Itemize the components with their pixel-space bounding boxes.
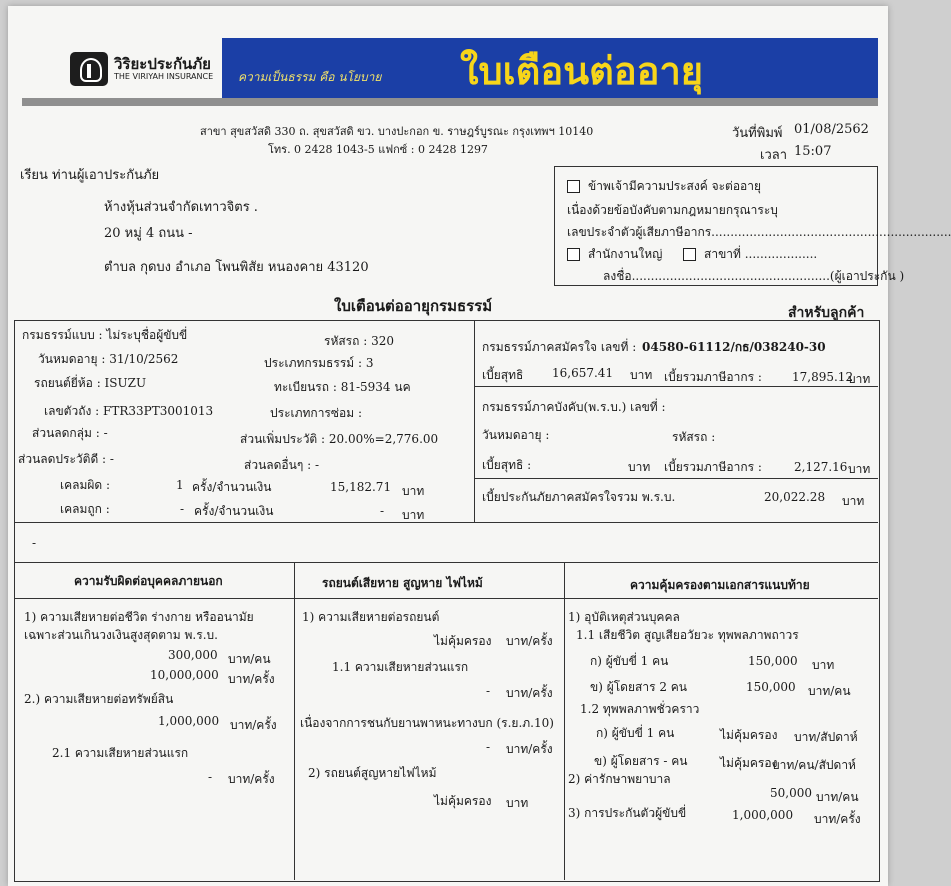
compulsory-number-label: กรมธรรม์ภาคบังคับ(พ.ร.บ.) เลขที่ : <box>482 400 666 414</box>
c3-row-6-value: 1,000,000 <box>732 808 794 822</box>
claim-right-unit: ครั้ง/จำนวนเงิน <box>194 504 274 518</box>
c1-line-4: 2.1 ความเสียหายส่วนแรก <box>52 746 189 760</box>
claim-right-baht: บาท <box>402 508 425 522</box>
col-vehicle-damage-title: รถยนต์เสียหาย สูญหาย ไฟไหม้ <box>322 576 483 590</box>
c2-line-1: 1) ความเสียหายต่อรถยนต์ <box>302 610 440 624</box>
voluntary-net-baht: บาท <box>630 368 653 382</box>
group-discount: ส่วนลดกลุ่ม : - <box>32 426 108 440</box>
c3-row-4-unit: บาท/คน/สัปดาห์ <box>772 758 856 772</box>
c1-line-2: เฉพาะส่วนเกินวงเงินสูงสุดตาม พ.ร.บ. <box>24 628 218 642</box>
compulsory-total-baht: บาท <box>848 462 871 476</box>
c3-row-3-unit: บาท/สัปดาห์ <box>794 730 858 744</box>
c3-row-4-label: ข) ผู้โดยสาร - คน <box>594 754 688 768</box>
head-office-option: สำนักงานใหญ่ <box>567 245 662 264</box>
claim-fault-amount: 15,182.71 <box>330 480 392 494</box>
c1-unit-1: บาท/คน <box>228 652 271 666</box>
divider-remark <box>14 522 878 523</box>
divider-col-2 <box>564 562 565 880</box>
voluntary-policy-number: 04580-61112/กธ/038240-30 <box>642 340 826 354</box>
c2-unit-3: บาท/ครั้ง <box>506 742 553 756</box>
c2-unit-2: บาท/ครั้ง <box>506 686 553 700</box>
c1-line-3: 2.) ความเสียหายต่อทรัพย์สิน <box>24 692 174 706</box>
divider-col-1 <box>294 562 295 880</box>
copy-label: สำหรับลูกค้า <box>788 305 865 321</box>
print-date: 01/08/2562 <box>794 122 869 137</box>
c2-value-2: - <box>486 684 491 698</box>
c2-line-4: 2) รถยนต์สูญหายไฟไหม้ <box>308 766 437 780</box>
c3-row-3-label: ก) ผู้ขับขี่ 1 คน <box>596 726 675 740</box>
policy-class: ประเภทกรมธรรม์ : 3 <box>264 356 374 370</box>
print-date-label: วันที่พิมพ์ <box>732 126 783 141</box>
compulsory-total-premium: 2,127.16 <box>794 460 848 474</box>
c3-row-1-label: ก) ผู้ขับขี่ 1 คน <box>590 654 669 668</box>
chassis-number: เลขตัวถัง : FTR33PT3001013 <box>44 404 214 418</box>
c2-value-1: ไม่คุ้มครอง <box>434 634 492 648</box>
c1-line-1: 1) ความเสียหายต่อชีวิต ร่างกาย หรืออนามัย <box>24 610 254 624</box>
c3-row-3-value: ไม่คุ้มครอง <box>720 728 778 742</box>
section-title: ใบเตือนต่ออายุกรมธรรม์ <box>334 297 493 315</box>
divider-vertical-top <box>474 320 475 522</box>
claim-fault-count: 1 <box>176 478 184 492</box>
c3-row-5-value: 50,000 <box>770 786 812 800</box>
repair-type: ประเภทการซ่อม : <box>270 406 362 420</box>
c2-unit-4: บาท <box>506 796 529 810</box>
col-third-party-title: ความรับผิดต่อบุคคลภายนอก <box>74 574 223 588</box>
c3-row-5-unit: บาท/คน <box>816 790 859 804</box>
history-surcharge: ส่วนเพิ่มประวัติ : 20.00%=2,776.00 <box>240 432 439 446</box>
voluntary-total-label: เบี้ยรวมภาษีอากร : <box>664 370 762 384</box>
c2-value-3: - <box>486 740 491 754</box>
branch-checkbox[interactable] <box>683 248 696 261</box>
branch-phone: โทร. 0 2428 1043-5 แฟกซ์ : 0 2428 1297 <box>268 143 488 156</box>
voluntary-net-label: เบี้ยสุทธิ <box>482 368 524 382</box>
c2-value-4: ไม่คุ้มครอง <box>434 794 492 808</box>
c1-unit-3: บาท/ครั้ง <box>230 718 277 732</box>
recipient-name: ห้างหุ้นส่วนจำกัดเทาวจิตร . <box>104 200 258 215</box>
title-banner <box>222 38 878 102</box>
c3-row-6-unit: บาท/ครั้ง <box>814 812 861 826</box>
c3-row-4-value: ไม่คุ้มครอง <box>720 756 778 770</box>
remark: - <box>32 536 37 550</box>
c3-row-2-label: ข) ผู้โดยสาร 2 คน <box>590 680 688 694</box>
slogan: ความเป็นธรรม คือ นโยบาย <box>238 70 382 84</box>
c3-line-4: 2) ค่ารักษาพยาบาล <box>568 772 671 786</box>
grand-total-label: เบี้ยประกันภัยภาคสมัครใจรวม พ.ร.บ. <box>482 490 676 504</box>
claim-right-count: - <box>180 502 185 516</box>
viriyah-logo-icon <box>70 52 108 86</box>
grand-total-baht: บาท <box>842 494 865 508</box>
voluntary-number-label: กรมธรรม์ภาคสมัครใจ เลขที่ : <box>482 340 637 354</box>
divider-compulsory <box>474 478 878 479</box>
document-title: ใบเตือนต่ออายุ <box>460 49 704 93</box>
branch-address: สาขา สุขสวัสดิ 330 ถ. สุขสวัสดิ ขว. บางปะกอก ข. ราษฎร์บูรณะ กรุงเทพฯ 10140 <box>200 125 594 138</box>
voluntary-total-premium: 17,895.12 <box>792 370 854 384</box>
claim-fault-label: เคลมผิด : <box>60 478 111 492</box>
good-history-discount: ส่วนลดประวัติดี : - <box>18 452 114 466</box>
c1-value-3: 1,000,000 <box>158 714 220 728</box>
consent-line-1: ข้าพเจ้ามีความประสงค์ จะต่ออายุ <box>567 177 761 196</box>
vehicle-code: รหัสรถ : 320 <box>324 334 394 348</box>
recipient-address-2: ตำบล กุดบง อำเภอ โพนพิสัย หนองคาย 43120 <box>104 260 369 275</box>
compulsory-code-label: รหัสรถ : <box>672 430 716 444</box>
print-time-label: เวลา <box>760 148 788 163</box>
c3-line-2: 1.1 เสียชีวิต สูญเสียอวัยวะ ทุพพลภาพถาวร <box>576 628 799 642</box>
c2-line-2: 1.1 ความเสียหายส่วนแรก <box>332 660 469 674</box>
print-time: 15:07 <box>794 144 832 159</box>
c3-line-5: 3) การประกันตัวผู้ขับขี่ <box>568 806 687 820</box>
compulsory-total-label: เบี้ยรวมภาษีอากร : <box>664 460 762 474</box>
consent-line-2: เนื่องด้วยข้อบังคับตามกฎหมายกรุณาระบุ <box>567 203 778 217</box>
c3-row-1-unit: บาท <box>812 658 835 672</box>
c1-value-2: 10,000,000 <box>150 668 219 682</box>
tax-id-field[interactable]: เลขประจำตัวผู้เสียภาษีอากร............................................................... <box>567 225 951 239</box>
recipient-address-1: 20 หมู่ 4 ถนน - <box>104 226 193 241</box>
compulsory-expiry-label: วันหมดอายุ : <box>482 428 550 442</box>
signature-line[interactable]: ลงชื่อ....................................................(ผู้เอาประกัน ) <box>603 269 905 283</box>
salutation: เรียน ท่านผู้เอาประกันภัย <box>20 168 160 183</box>
renewal-consent-box <box>554 166 951 286</box>
c1-value-1: 300,000 <box>168 648 218 662</box>
license-plate: ทะเบียนรถ : 81-5934 นค <box>274 380 411 394</box>
expiry-date: วันหมดอายุ : 31/10/2562 <box>38 352 179 366</box>
other-discount: ส่วนลดอื่นๆ : - <box>244 458 319 472</box>
company-name-en: THE VIRIYAH INSURANCE <box>114 72 214 81</box>
col-endorsement-title: ความคุ้มครองตามเอกสารแนบท้าย <box>630 578 810 592</box>
header-band <box>22 98 878 106</box>
divider-coverage-header <box>14 562 878 563</box>
c1-unit-2: บาท/ครั้ง <box>228 672 275 686</box>
compulsory-net-label: เบี้ยสุทธิ : <box>482 458 532 472</box>
c3-row-2-value: 150,000 <box>746 680 796 694</box>
vehicle-brand: รถยนต์ยี่ห้อ : ISUZU <box>34 376 147 390</box>
head-office-checkbox[interactable] <box>567 248 580 261</box>
c1-value-4: - <box>208 770 213 784</box>
voluntary-net-premium: 16,657.41 <box>552 366 614 380</box>
branch-option: สาขาที่ ................... <box>683 245 817 264</box>
grand-total-amount: 20,022.28 <box>764 490 826 504</box>
claim-fault-unit: ครั้ง/จำนวนเงิน <box>192 480 272 494</box>
claim-right-amount: - <box>380 504 385 518</box>
claim-fault-baht: บาท <box>402 484 425 498</box>
c3-line-1: 1) อุบัติเหตุส่วนบุคคล <box>568 610 680 624</box>
c2-line-3: เนื่องจากการชนกับยานพาหนะทางบก (ร.ย.ภ.10) <box>300 716 554 730</box>
company-name-th: วิริยะประกันภัย <box>114 55 211 73</box>
c3-row-1-value: 150,000 <box>748 654 798 668</box>
c1-unit-4: บาท/ครั้ง <box>228 772 275 786</box>
c3-row-2-unit: บาท/คน <box>808 684 851 698</box>
policy-type: กรมธรรม์แบบ : ไม่ระบุชื่อผู้ขับขี่ <box>22 328 188 342</box>
voluntary-total-baht: บาท <box>848 372 871 386</box>
renew-checkbox[interactable] <box>567 180 580 193</box>
divider-coverage-body <box>14 598 878 599</box>
renewal-notice-sheet <box>8 6 951 886</box>
c3-line-3: 1.2 ทุพพลภาพชั่วคราว <box>580 702 700 716</box>
compulsory-net-baht: บาท <box>628 460 651 474</box>
c2-unit-1: บาท/ครั้ง <box>506 634 553 648</box>
claim-right-label: เคลมถูก : <box>60 502 110 516</box>
